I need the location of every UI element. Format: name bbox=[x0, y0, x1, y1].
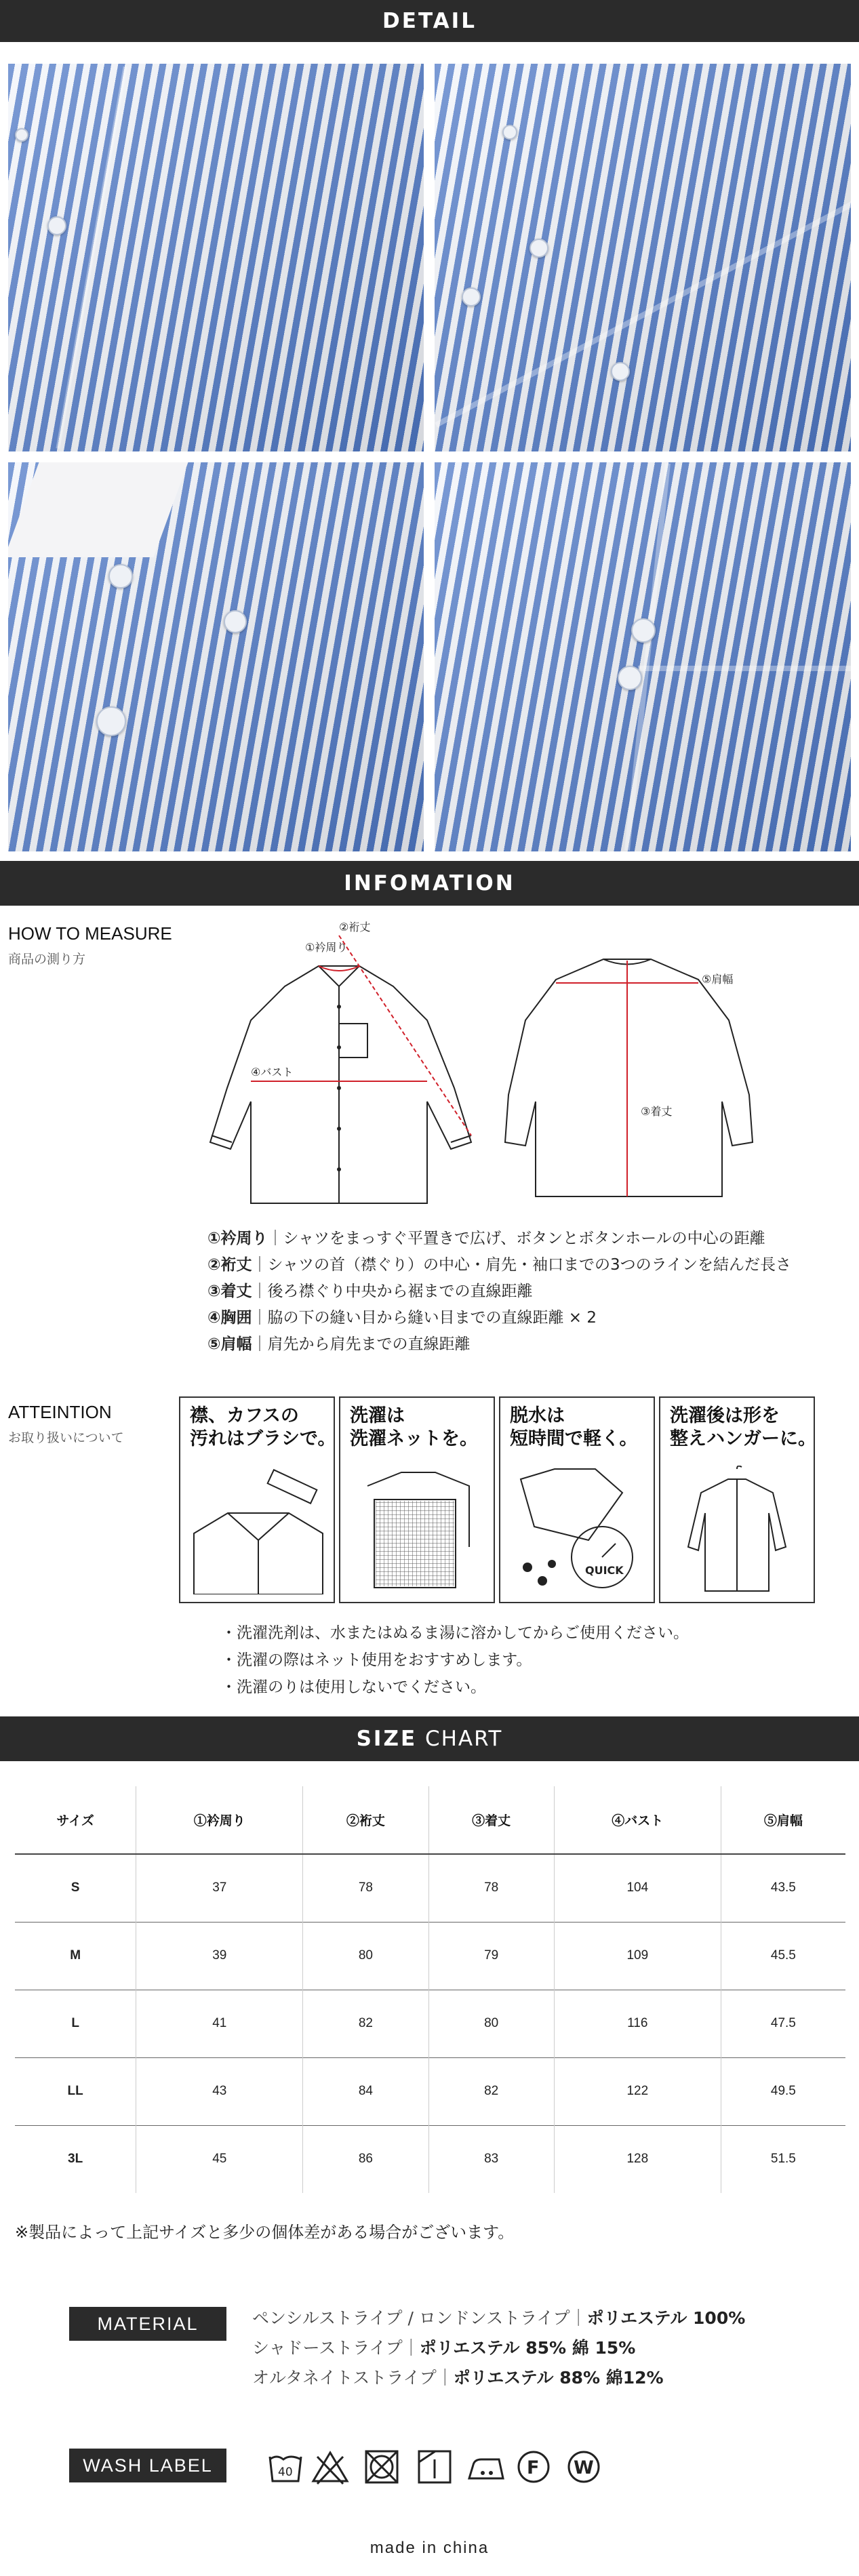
size-chart-note: ※製品によって上記サイズと多少の個体差がある場合がございます。 bbox=[15, 2223, 515, 2242]
how-to-measure-subtitle: 商品の測り方 bbox=[8, 952, 86, 967]
care-panel-hanger bbox=[659, 1396, 815, 1603]
quick-badge: QUICK bbox=[585, 1564, 624, 1577]
header-sleeve: ②裄丈 bbox=[303, 1786, 428, 1854]
size-chart-title-bold: SIZE bbox=[356, 1727, 418, 1751]
measure-note bbox=[207, 1305, 597, 1327]
quick-timer-icon bbox=[507, 1466, 647, 1594]
label-length: ③着丈 bbox=[641, 1105, 673, 1118]
shirt-button bbox=[96, 706, 126, 736]
measure-note-desc: ｜後ろ襟ぐり中央から裾までの直線距離 bbox=[252, 1283, 533, 1300]
care-panel-spin bbox=[499, 1396, 655, 1603]
table-cell: 43.5 bbox=[721, 1854, 845, 1922]
footer-origin: made in china bbox=[369, 2539, 490, 2557]
table-cell: S bbox=[15, 1854, 136, 1922]
measure-note-term: ④胸囲 bbox=[207, 1309, 252, 1327]
material-line bbox=[252, 2364, 664, 2389]
table-cell: 84 bbox=[303, 2057, 428, 2125]
attention-subtitle: お取り扱いについて bbox=[8, 1430, 124, 1445]
material-composition: ポリエステル 85% 綿 15% bbox=[419, 2338, 636, 2358]
measure-diagram bbox=[203, 919, 759, 1210]
care-panel-text: 襟、カフスの 汚れはブラシで。 bbox=[190, 1405, 336, 1449]
material-name: ペンシルストライプ / ロンドンストライプ｜ bbox=[252, 2308, 587, 2328]
table-row bbox=[15, 2125, 845, 2193]
how-to-measure-title: HOW TO MEASURE bbox=[8, 923, 172, 944]
table-cell: 104 bbox=[554, 1854, 721, 1922]
wash-40-icon bbox=[266, 2447, 305, 2487]
care-note: ・洗濯洗剤は、水またはぬるま湯に溶かしてからご使用ください。 bbox=[221, 1624, 689, 1642]
detail-photo-collar-close bbox=[8, 462, 424, 851]
detail-photo-placket bbox=[435, 462, 851, 851]
header-bust: ④バスト bbox=[554, 1786, 721, 1854]
shirt-button bbox=[502, 125, 517, 140]
wash-temp: 40 bbox=[278, 2466, 293, 2479]
measure-note-desc: ｜シャツをまっすぐ平置きで広げ、ボタンとボタンホールの中心の距離 bbox=[267, 1230, 765, 1247]
table-row bbox=[15, 1922, 845, 1990]
shirt-button bbox=[224, 610, 247, 633]
table-cell: 45 bbox=[136, 2125, 303, 2193]
table-cell: L bbox=[15, 1990, 136, 2057]
label-neck: ①衿周り bbox=[305, 941, 348, 954]
material-line bbox=[252, 2305, 745, 2329]
table-cell: 41 bbox=[136, 1990, 303, 2057]
iron-medium-icon bbox=[464, 2447, 508, 2487]
laundry-net-icon bbox=[347, 1466, 487, 1594]
care-panel-text: 洗濯後は形を 整えハンガーに。 bbox=[670, 1405, 816, 1449]
shirt-button bbox=[631, 618, 656, 643]
attention-title: ATTEINTION bbox=[8, 1402, 112, 1422]
wet-clean-letter: W bbox=[574, 2457, 594, 2478]
info-header bbox=[0, 861, 859, 906]
shirt-back-icon bbox=[505, 959, 753, 1196]
table-cell: 43 bbox=[136, 2057, 303, 2125]
table-cell: LL bbox=[15, 2057, 136, 2125]
shirt-front-icon bbox=[210, 966, 471, 1203]
material-composition: ポリエステル 88% 綿12% bbox=[453, 2368, 664, 2388]
measure-note bbox=[207, 1226, 765, 1248]
table-row bbox=[15, 1990, 845, 2057]
detail-photo-collar bbox=[8, 64, 424, 451]
dry-clean-f-icon bbox=[514, 2447, 553, 2487]
table-cell: 83 bbox=[428, 2125, 554, 2193]
header-length: ③着丈 bbox=[428, 1786, 554, 1854]
material-label: MATERIAL bbox=[69, 2307, 226, 2341]
detail-title: DETAIL bbox=[382, 9, 477, 33]
table-cell: M bbox=[15, 1922, 136, 1990]
shirt-button bbox=[618, 666, 642, 690]
size-chart-title-light: CHART bbox=[417, 1727, 503, 1751]
table-cell: 78 bbox=[303, 1854, 428, 1922]
table-cell: 3L bbox=[15, 2125, 136, 2193]
shirt-button bbox=[15, 128, 28, 142]
care-panel-net bbox=[339, 1396, 495, 1603]
size-table bbox=[15, 1786, 845, 2193]
table-cell: 82 bbox=[428, 2057, 554, 2125]
table-cell: 49.5 bbox=[721, 2057, 845, 2125]
table-cell: 45.5 bbox=[721, 1922, 845, 1990]
shirt-button bbox=[108, 564, 133, 588]
material-line bbox=[252, 2335, 635, 2359]
table-header-row bbox=[15, 1786, 845, 1854]
table-cell: 39 bbox=[136, 1922, 303, 1990]
measure-note bbox=[207, 1331, 470, 1354]
line-dry-icon bbox=[415, 2447, 454, 2487]
table-cell: 116 bbox=[554, 1990, 721, 2057]
label-shoulder: ⑤肩幅 bbox=[702, 973, 734, 986]
care-panel-brush bbox=[179, 1396, 335, 1603]
shirt-button bbox=[530, 239, 548, 258]
table-cell: 51.5 bbox=[721, 2125, 845, 2193]
measure-note-desc: ｜肩先から肩先までの直線距離 bbox=[252, 1335, 471, 1353]
table-cell: 37 bbox=[136, 1854, 303, 1922]
label-sleeve: ②裄丈 bbox=[339, 921, 371, 933]
table-cell: 80 bbox=[428, 1990, 554, 2057]
table-cell: 78 bbox=[428, 1854, 554, 1922]
care-panel-text: 脱水は 短時間で軽く。 bbox=[510, 1405, 638, 1449]
label-bust: ④バスト bbox=[251, 1066, 294, 1079]
table-cell: 82 bbox=[303, 1990, 428, 2057]
header-shoulder: ⑤肩幅 bbox=[721, 1786, 845, 1854]
measure-lines bbox=[251, 935, 698, 1196]
care-note: ・洗濯の際はネット使用をおすすめします。 bbox=[221, 1651, 532, 1669]
table-cell: 79 bbox=[428, 1922, 554, 1990]
measure-note-term: ②裄丈 bbox=[207, 1256, 252, 1274]
dry-clean-letter: F bbox=[527, 2457, 540, 2478]
table-row bbox=[15, 1854, 845, 1922]
shirt-button bbox=[47, 216, 66, 235]
table-cell: 86 bbox=[303, 2125, 428, 2193]
table-cell: 47.5 bbox=[721, 1990, 845, 2057]
size-chart-header bbox=[0, 1716, 859, 1761]
material-composition: ポリエステル 100% bbox=[586, 2308, 746, 2328]
no-tumble-dry-icon bbox=[362, 2447, 401, 2487]
table-cell: 128 bbox=[554, 2125, 721, 2193]
measure-note-desc: ｜シャツの首（襟ぐり）の中心・肩先・袖口までの3つのラインを結んだ長さ bbox=[252, 1256, 791, 1274]
shirt-button bbox=[611, 362, 630, 381]
table-cell: 122 bbox=[554, 2057, 721, 2125]
detail-header bbox=[0, 0, 859, 42]
wash-label: WASH LABEL bbox=[69, 2449, 226, 2482]
info-title: INFOMATION bbox=[344, 871, 515, 895]
care-panel-text: 洗濯は 洗濯ネットを。 bbox=[350, 1405, 478, 1449]
measure-note bbox=[207, 1279, 532, 1301]
table-row bbox=[15, 2057, 845, 2125]
measure-note bbox=[207, 1252, 791, 1274]
header-size: サイズ bbox=[15, 1786, 136, 1854]
measure-note-term: ①衿周り bbox=[207, 1230, 268, 1247]
material-name: オルタネイトストライプ｜ bbox=[252, 2368, 454, 2388]
wet-clean-w-icon bbox=[564, 2447, 603, 2487]
header-neck: ①衿周り bbox=[136, 1786, 303, 1854]
material-name: シャドーストライプ｜ bbox=[252, 2338, 420, 2358]
table-cell: 109 bbox=[554, 1922, 721, 1990]
detail-photo-pocket bbox=[435, 64, 851, 451]
care-note: ・洗濯のりは使用しないでください。 bbox=[221, 1678, 486, 1696]
measure-note-term: ⑤肩幅 bbox=[207, 1335, 252, 1353]
no-bleach-icon bbox=[311, 2447, 350, 2487]
shirt-brush-icon bbox=[187, 1466, 327, 1594]
shirt-button bbox=[462, 287, 481, 306]
measure-note-desc: ｜脇の下の縫い目から縫い目までの直線距離 × 2 bbox=[252, 1309, 597, 1327]
hanger-shirt-icon bbox=[667, 1466, 807, 1594]
measure-note-term: ③着丈 bbox=[207, 1283, 252, 1300]
table-cell: 80 bbox=[303, 1922, 428, 1990]
